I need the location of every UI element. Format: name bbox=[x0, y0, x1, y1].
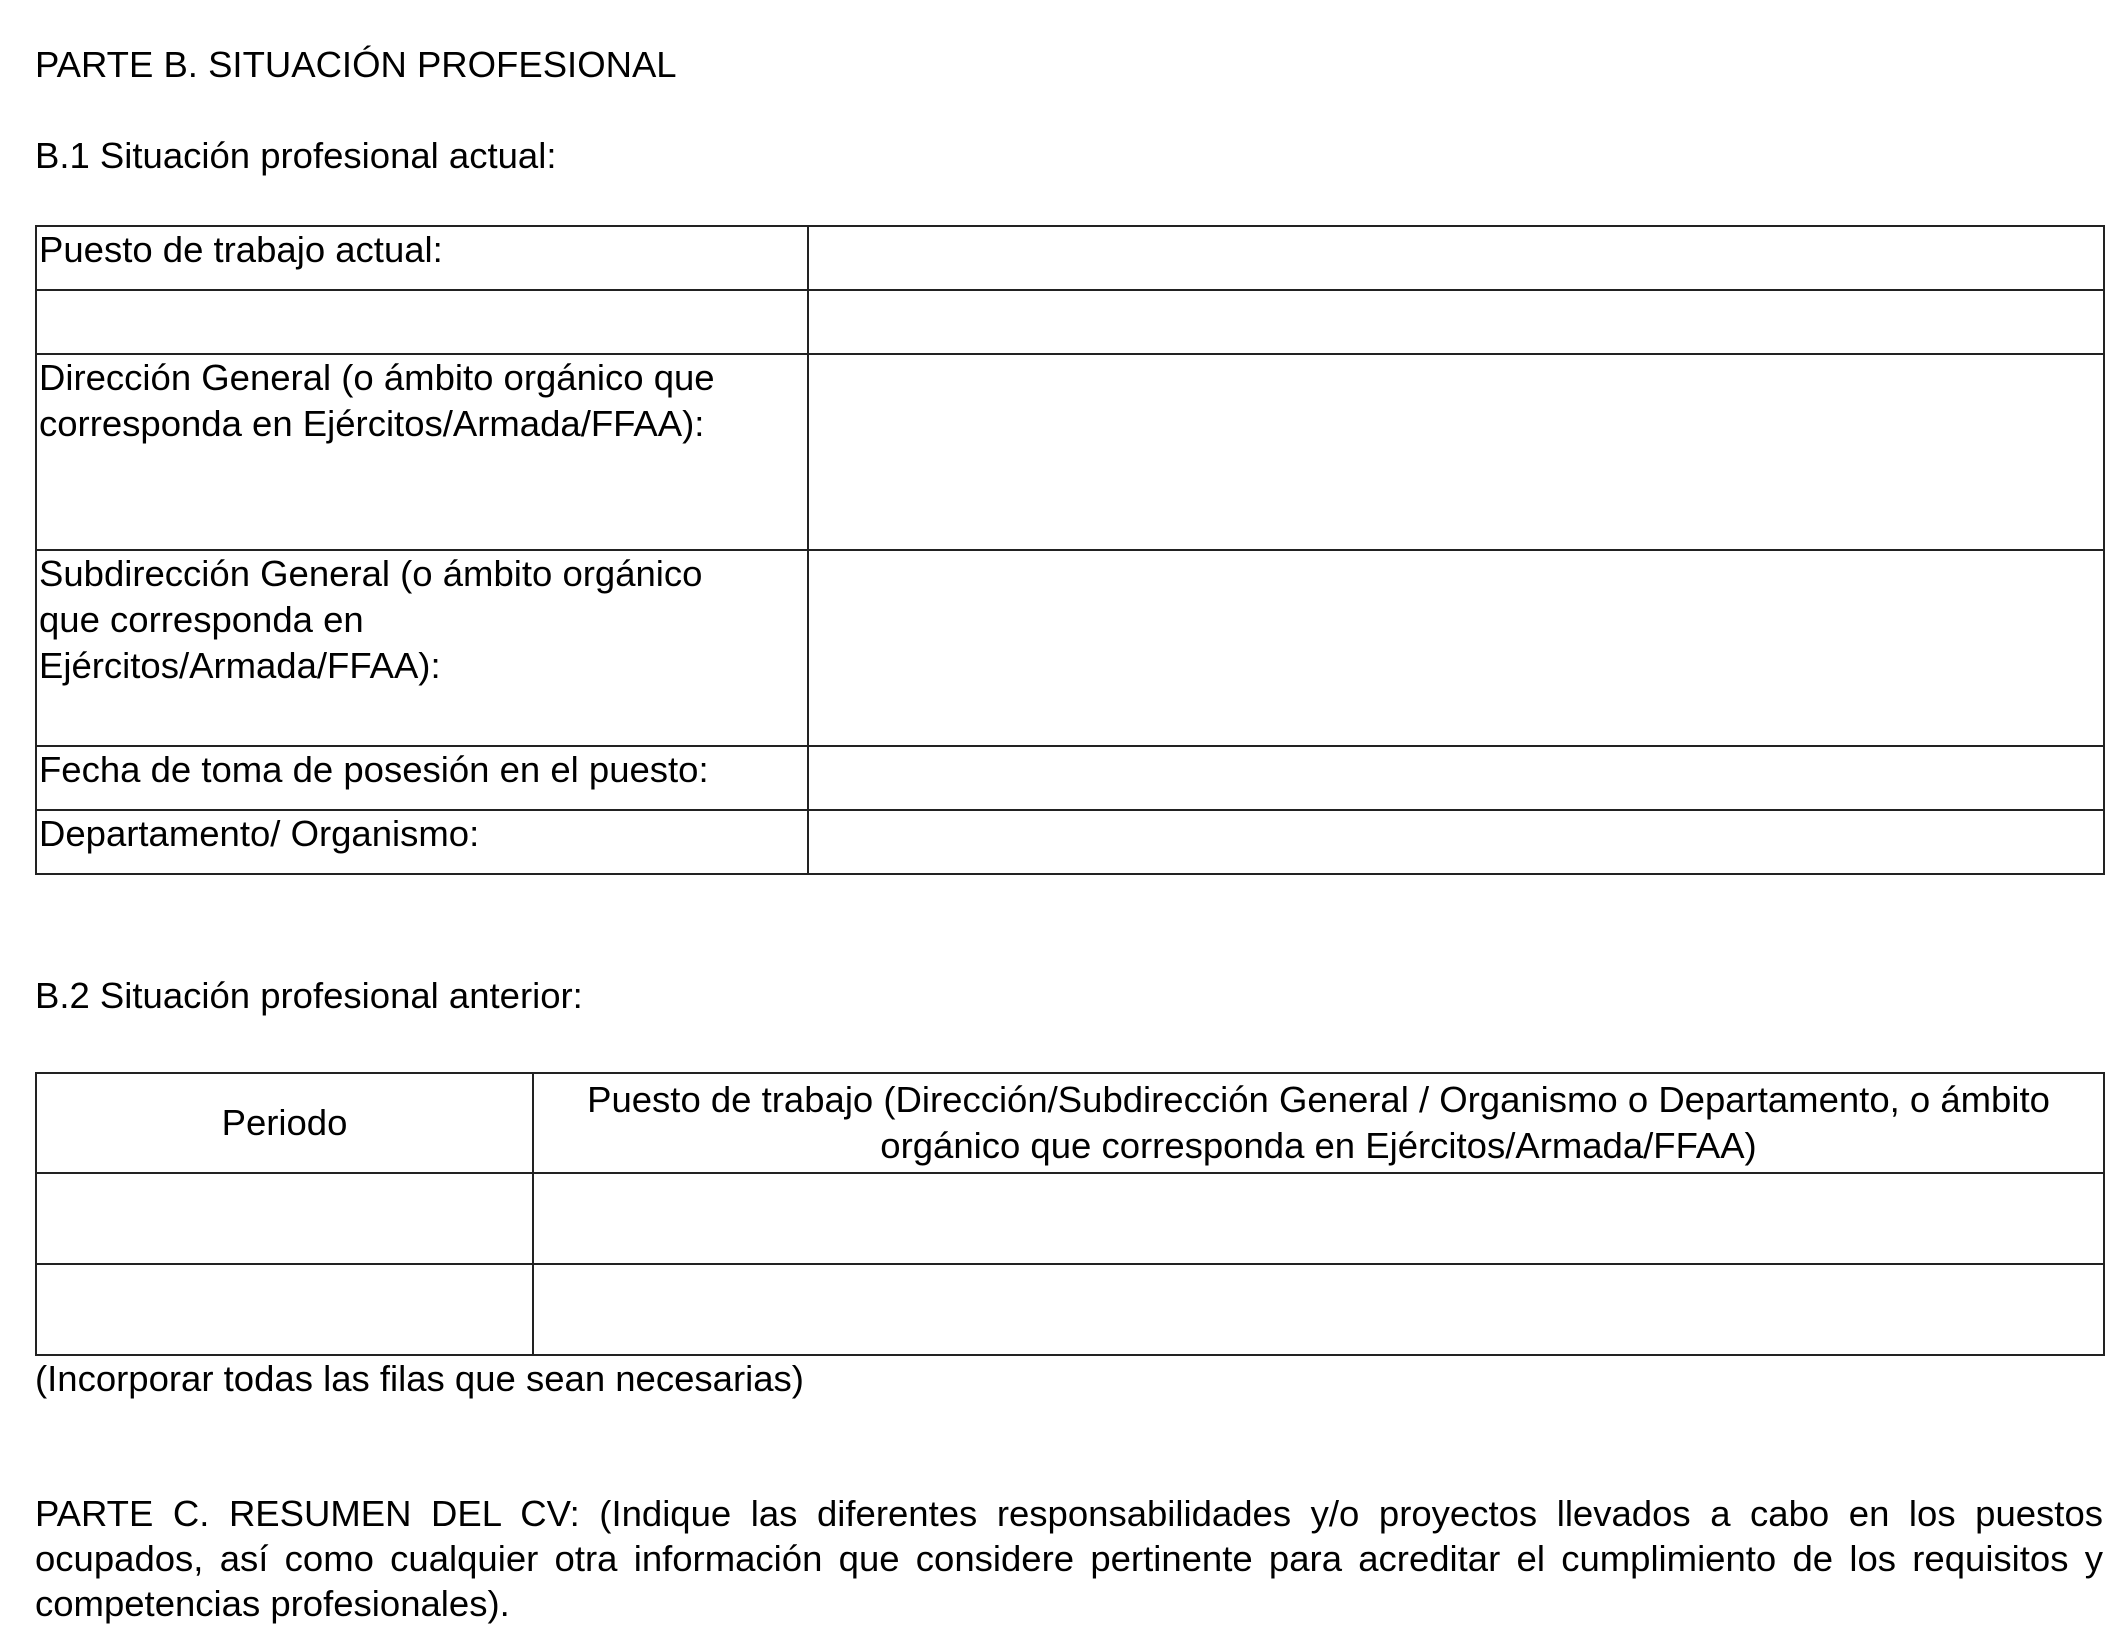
table-header-row bbox=[36, 1073, 2104, 1173]
table-row bbox=[36, 810, 2104, 874]
table-row bbox=[36, 746, 2104, 810]
column-header-puesto: Puesto de trabajo (Dirección/Subdirección General / Organismo o Departamento, o ámbito orgánico que corresponda en Ejércitos/Armada/FFAA) bbox=[533, 1073, 2104, 1173]
row-label bbox=[36, 290, 808, 354]
period-field[interactable] bbox=[36, 1173, 533, 1264]
subdirectorate-field[interactable] bbox=[808, 550, 2104, 746]
row-label: Puesto de trabajo actual: bbox=[36, 226, 808, 290]
previous-positions-table bbox=[35, 1072, 2105, 1356]
column-header-periodo: Periodo bbox=[36, 1073, 533, 1173]
table-row bbox=[36, 550, 2104, 746]
row-label: Fecha de toma de posesión en el puesto: bbox=[36, 746, 808, 810]
table-row bbox=[36, 1173, 2104, 1264]
position-field[interactable] bbox=[533, 1173, 2104, 1264]
table-row bbox=[36, 1264, 2104, 1355]
general-directorate-field[interactable] bbox=[808, 354, 2104, 550]
table-row bbox=[36, 226, 2104, 290]
position-field[interactable] bbox=[533, 1264, 2104, 1355]
part-c-summary: PARTE C. RESUMEN DEL CV: (Indique las diferentes responsabilidades y/o proyectos llevados a cabo en los puestos ocupados, así como cualquier otra información que considere pertinente para acreditar el cumplimiento de los requisitos y competencias profesionales). bbox=[35, 1493, 2103, 1624]
department-field[interactable] bbox=[808, 810, 2104, 874]
table-row bbox=[36, 290, 2104, 354]
row-label: Dirección General (o ámbito orgánico que corresponda en Ejércitos/Armada/FFAA): bbox=[36, 354, 808, 550]
extra-field[interactable] bbox=[808, 290, 2104, 354]
b1-heading: B.1 Situación profesional actual: bbox=[35, 135, 557, 176]
table-row bbox=[36, 354, 2104, 550]
start-date-field[interactable] bbox=[808, 746, 2104, 810]
add-rows-note: (Incorporar todas las filas que sean necesarias) bbox=[35, 1358, 804, 1399]
current-position-table bbox=[35, 225, 2105, 875]
current-position-field[interactable] bbox=[808, 226, 2104, 290]
period-field[interactable] bbox=[36, 1264, 533, 1355]
b2-heading: B.2 Situación profesional anterior: bbox=[35, 975, 583, 1016]
row-label: Departamento/ Organismo: bbox=[36, 810, 808, 874]
part-b-title: PARTE B. SITUACIÓN PROFESIONAL bbox=[35, 44, 677, 85]
row-label: Subdirección General (o ámbito orgánico que corresponda en Ejércitos/Armada/FFAA): bbox=[36, 550, 808, 746]
